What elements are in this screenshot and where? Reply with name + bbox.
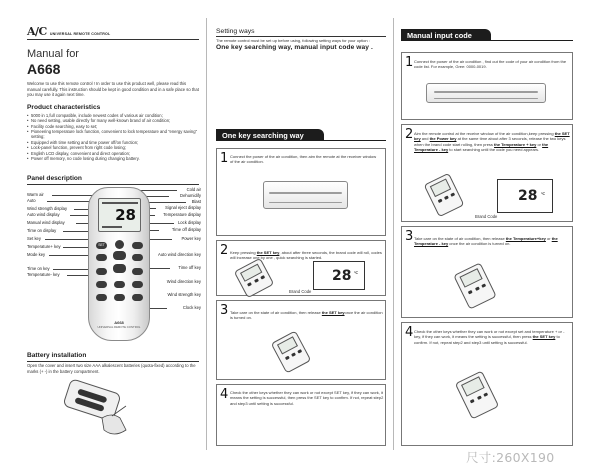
list-item: • English LCD display, convenient and direct operation;	[27, 151, 199, 156]
panel-label: Mode key	[27, 252, 46, 257]
step-number: 3	[405, 229, 414, 244]
brand-code-label: Brand Code	[289, 289, 312, 294]
size-watermark: 尺寸:260X190	[466, 450, 555, 465]
panel-label: Manual wind display	[27, 220, 65, 225]
panel-label: Time off display	[171, 227, 201, 232]
remote-button	[438, 199, 443, 203]
remote-screen	[277, 336, 298, 354]
panel-label: Wind direction key	[166, 279, 201, 284]
one-key-step-4	[216, 384, 386, 446]
section-rule	[27, 184, 199, 185]
remote-button	[450, 192, 455, 196]
remote-button	[247, 282, 252, 287]
remote-brand-label: UNIVERSAL REMOTE CONTROL	[97, 325, 141, 329]
wind-button	[96, 281, 107, 288]
list-item: • Equipped with time setting and time power off/on function;	[27, 140, 199, 145]
leader-line	[52, 195, 96, 196]
set-button	[96, 242, 107, 249]
step-text-pre: Take care on the state of air condition, then release	[414, 236, 506, 241]
list-item: • No need setting, usable directly for many well-known brand of air condition;	[27, 118, 199, 123]
wind-strength-button	[132, 281, 143, 288]
characteristics-list	[27, 113, 199, 162]
ac-vent	[269, 202, 342, 203]
panel-label: Power key	[181, 236, 201, 241]
panel-label: Temperature+ key	[27, 244, 61, 249]
ac-vent	[434, 98, 538, 99]
step-number: 4	[405, 325, 414, 340]
list-item: • Power off memory, no code losing during changing battery.	[27, 156, 199, 161]
remote-button	[260, 275, 265, 280]
remote-illustration	[234, 258, 275, 299]
clock-button	[132, 294, 143, 301]
temperature-minus-key-label: the Temperature - key	[414, 141, 549, 153]
air-conditioner-illustration	[263, 181, 348, 209]
remote-button	[477, 395, 482, 399]
panel-label: Dehumidify	[180, 193, 201, 198]
set-key-label: the SET key	[321, 310, 345, 315]
remote-button	[483, 392, 488, 396]
remote-illustration	[271, 330, 312, 373]
step-text-mid: or	[545, 236, 552, 241]
remote-screen	[459, 268, 482, 288]
step-text-pre: Take care on the state of air condition, then release	[230, 310, 322, 315]
panel-label: Wind strength display	[27, 206, 68, 211]
lock-button	[96, 294, 107, 301]
remote-button	[475, 286, 480, 290]
characteristics-title: Product characteristics	[27, 103, 101, 111]
brand-row	[27, 25, 199, 40]
remote-illustration	[455, 370, 499, 419]
temperature-plus-key-label: the Temperature + key	[494, 141, 537, 147]
lcd-zoom-value: 28	[332, 268, 352, 284]
manual-step-1	[401, 52, 573, 120]
section-rule	[27, 361, 199, 362]
manual-input-banner: Manual input code	[401, 29, 491, 41]
manual-step-2	[401, 124, 573, 222]
remote-button	[468, 290, 473, 294]
panel-label: Auto wind display	[27, 212, 60, 217]
ac-vent	[269, 192, 342, 194]
remote-illustration	[424, 173, 465, 218]
temperature-minus-button	[113, 264, 126, 273]
intro-paragraph: Welcome to use this remote control ! In order to use this product well, please read this manual carefully. This instruction should be kept in good condition and in a safe place so that you may use it again next time.	[27, 81, 199, 98]
panel-label: Lock display	[177, 220, 201, 225]
step-text	[230, 250, 384, 261]
section-rule	[401, 40, 573, 41]
ac-vent	[434, 91, 538, 93]
step-text: Check the other keys whether they can work or not except SET key, if they can work, it means the setting is successful, then press the SET key to confirm. If not, repeat step2 and step3 until setting is successful.	[230, 390, 384, 406]
step-number: 2	[220, 243, 229, 258]
remote-button	[254, 278, 259, 283]
step-text-post: to confirm. If not, repeat step2 and step3 until setting is successful.	[414, 334, 560, 345]
section-rule	[216, 140, 386, 141]
remote-screen	[430, 178, 451, 197]
remote-lcd-screen	[98, 198, 141, 232]
remote-illustration	[453, 262, 497, 309]
step-text-post: once the air condition is turned on.	[230, 310, 383, 321]
lcd-zoom-illustration	[497, 179, 553, 213]
manual-step-3	[401, 226, 573, 318]
step-text	[230, 310, 384, 321]
setting-ways-headline: One key searching way, manual input code way .	[216, 44, 373, 51]
brand-logo: A/C	[27, 25, 47, 38]
temperature-minus-key-label: the Temperature - key	[414, 236, 558, 247]
lcd-icon-row	[102, 226, 122, 228]
power-key-label: the Power key	[429, 136, 457, 142]
setting-ways-subtitle: The remote control must be set up before using, following setting ways for your option :	[216, 38, 370, 43]
battery-text: Open the cover and insert two size AAA alkalescent batteries (quota-fixed) according to the marks (+ -) in the battery compartment.	[27, 363, 196, 374]
remote-model-label: A668	[114, 320, 124, 325]
manual-step-4	[401, 322, 573, 446]
remote-button	[470, 399, 475, 403]
panel-description-diagram	[27, 186, 205, 346]
step-number: 3	[220, 303, 229, 318]
panel-description-title: Panel description	[27, 175, 82, 182]
lcd-temperature: 28	[115, 206, 136, 224]
panel-label: Auto wind direction key	[157, 252, 201, 257]
step-number: 1	[405, 55, 414, 70]
panel-label: Warm air	[27, 192, 44, 197]
step-text: Connect the power of the air condition, then aim the remote at the receiver window of the air condition.	[230, 154, 377, 165]
step-number: 1	[220, 151, 229, 166]
time-on-button	[96, 268, 107, 275]
one-key-step-2	[216, 240, 386, 296]
panel-label: Cold air	[186, 187, 201, 192]
step-text	[414, 131, 570, 153]
step-text-post: , about after three seconds, the brand code will roll, codes will increase one by one , quick searching is started.	[230, 250, 382, 261]
remote-button	[444, 195, 449, 199]
list-item: • Pioneering temperature lock function, convenient to lock temperature and “energy saving” setting;	[27, 129, 199, 140]
air-conditioner-illustration	[426, 83, 546, 103]
model-title: A668	[27, 61, 61, 77]
panel-label: Set key	[27, 236, 41, 241]
temperature-plus-button	[113, 251, 126, 260]
panel-label: Blast	[191, 199, 201, 204]
step-text-pre: Aim the remote control at the receive window of the air condition,keep pressing	[414, 131, 555, 136]
remote-screen	[240, 264, 262, 282]
panel-label: Time off key	[178, 265, 201, 270]
panel-label: Auto	[27, 198, 36, 203]
lcd-zoom-value: 28	[518, 188, 538, 204]
temperature-plus-key-label: the Temperature+key	[505, 236, 546, 241]
panel-label: Wind strength key	[167, 292, 201, 297]
panel-label: Temperature- key	[27, 272, 60, 277]
column-divider	[393, 18, 394, 450]
brand-code-label: Brand Code	[475, 214, 498, 219]
step-number: 4	[220, 387, 229, 402]
panel-label: Time on key	[27, 266, 50, 271]
battery-title: Battery installation	[27, 352, 87, 359]
set-key-label: the SET key	[414, 131, 570, 142]
lcd-zoom-unit: ℃	[541, 192, 546, 196]
step-text-mid: or	[536, 141, 543, 147]
panel-label: Time on display	[27, 228, 57, 233]
auto-wind-button	[132, 254, 143, 261]
mode-button	[96, 254, 107, 261]
panel-label: Temperature display	[163, 212, 201, 217]
section-rule	[216, 36, 386, 37]
step-text-pre: Check the other keys whether they can work or not except set and temperature + or - key, if they can work, it means the setting is successful, then press	[414, 329, 565, 340]
step-text-mid: and	[420, 136, 430, 142]
time-off-button	[132, 268, 143, 275]
brand-caption: UNIVERSAL REMOTE CONTROL	[49, 32, 111, 36]
one-key-banner: One key searching way	[216, 129, 324, 141]
remote-button	[285, 356, 290, 361]
remote-screen	[461, 376, 485, 396]
lcd-zoom-illustration	[313, 261, 365, 290]
remote-button	[481, 283, 486, 287]
step-text-pre: Keep pressing	[230, 250, 257, 255]
lcd-icon-row	[102, 202, 138, 204]
manual-header	[27, 25, 199, 161]
panel-label: Clock key	[182, 305, 201, 310]
step-text: Connect the power of the air condition , find out the code of your air condition from the code list. For example, Gree: 0000-0019.	[414, 59, 567, 70]
remote-control-illustration	[88, 187, 150, 341]
panel-label: Signal eject display	[165, 205, 201, 210]
leader-line	[140, 190, 177, 191]
step-text	[414, 329, 570, 345]
battery-illustration	[62, 378, 137, 438]
set-key-label: the SET key	[532, 334, 556, 340]
setting-ways-title: Setting ways	[216, 28, 255, 35]
one-key-step-1	[216, 148, 386, 236]
list-item: • 5000 in 1,full compatible, include newest codes of various air condition;	[27, 113, 199, 118]
column-divider	[206, 18, 207, 450]
list-item: • Lock-panel function, prevent from right code losing;	[27, 145, 199, 150]
step-number: 2	[405, 127, 414, 142]
step-text-mid: at the same time about after 3 seconds, release the two keys when the brand code start rolling, then press	[414, 136, 566, 147]
lcd-zoom-unit: ℃	[354, 271, 359, 275]
direction-button	[114, 281, 125, 288]
step-text	[414, 236, 570, 247]
remote-button	[291, 352, 296, 357]
wind-direction-button	[132, 242, 143, 249]
sleep-button	[114, 294, 125, 301]
step-text-post: to start searching until the code you need appears.	[448, 147, 540, 153]
list-item: • Facility code searching, easy to set;	[27, 124, 199, 129]
manual-for-label: Manual for	[27, 48, 79, 60]
remote-button	[297, 349, 302, 354]
one-key-step-3	[216, 300, 386, 380]
set-button-label: SET	[98, 243, 105, 247]
step-text-post: once the air condition is turned on.	[448, 241, 511, 247]
set-key-label: the SET key	[256, 250, 280, 255]
power-button	[115, 240, 124, 249]
